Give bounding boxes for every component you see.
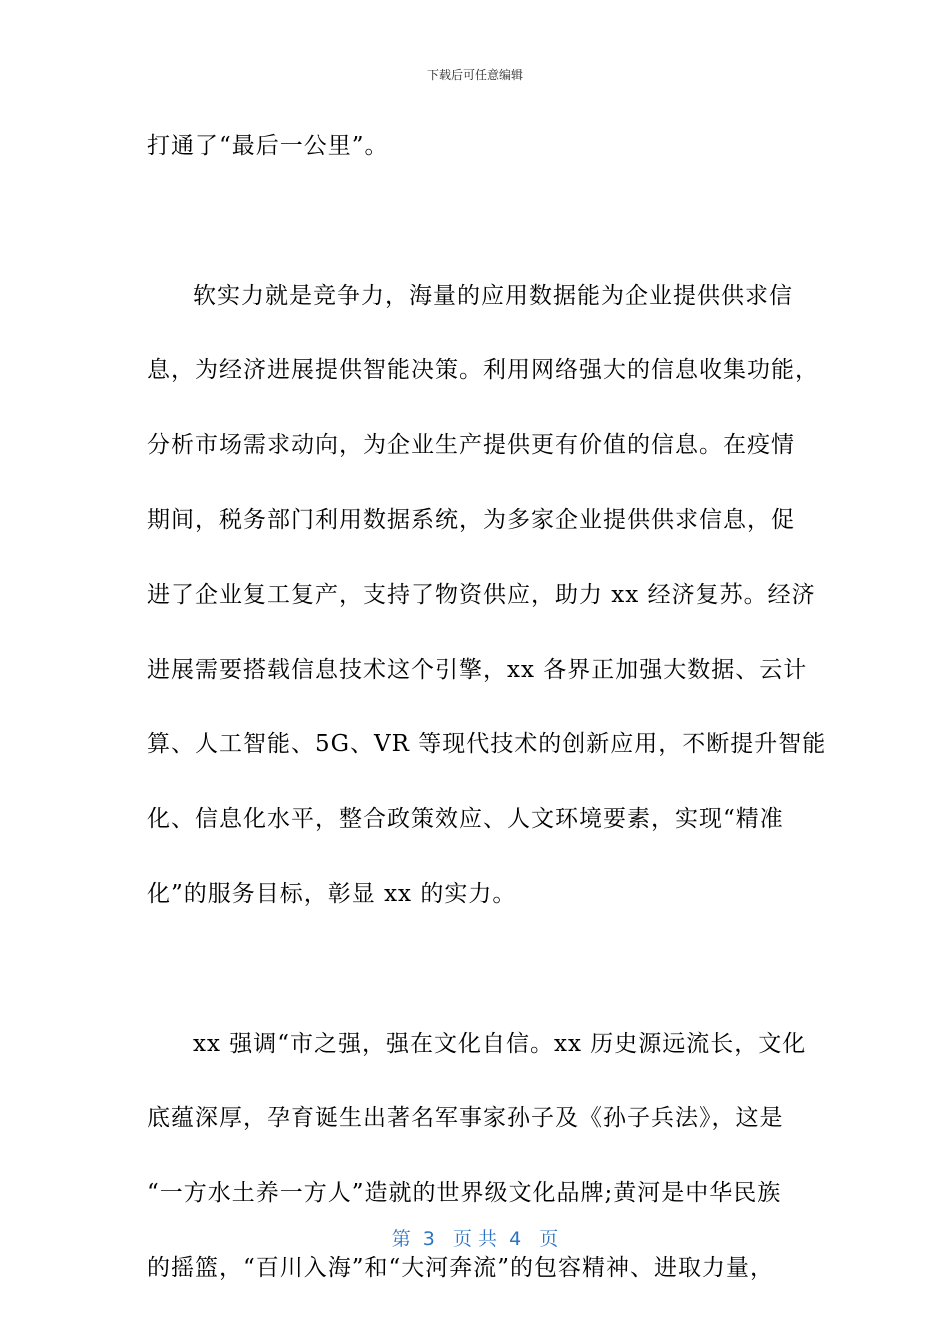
paragraph-gap	[147, 949, 807, 1024]
paragraph-2-line-7: 算、人工智能、5G、VR 等现代技术的创新应用，不断提升智能	[147, 731, 827, 758]
paragraph-2-line-6: 进展需要搭载信息技术这个引擎，xx 各界正加强大数据、云计	[147, 656, 808, 683]
header-note: 下载后可任意编辑	[426, 68, 523, 82]
paragraph-3-line-3: “一方水土养一方人”造就的世界级文化品牌;黄河是中华民族	[147, 1180, 782, 1207]
paragraph-gap	[147, 201, 807, 276]
document-body	[147, 126, 827, 1323]
paragraph-2-line-2: 息，为经济进展提供智能决策。利用网络强大的信息收集功能，	[147, 357, 819, 384]
paragraph-2-line-8: 化、信息化水平，整合政策效应、人文环境要素，实现“精准	[147, 806, 784, 833]
paragraph-2-line-9: 化”的服务目标，彰显 xx 的实力。	[147, 880, 517, 907]
page-number-footer: 第 3 页 共 4 页	[391, 1228, 559, 1250]
paragraph-2-line-3: 分析市场需求动向，为企业生产提供更有价值的信息。在疫情	[147, 432, 795, 459]
paragraph-1-line-1: 打通了“最后一公里”。	[147, 133, 389, 159]
paragraph-3-line-2: 底蕴深厚，孕育诞生出著名军事家孙子及《孙子兵法》，这是	[147, 1105, 784, 1132]
paragraph-2-line-1: 软实力就是竞争力，海量的应用数据能为企业提供供求信	[193, 282, 793, 309]
paragraph-2-line-5: 进了企业复工复产，支持了物资供应，助力 xx 经济复苏。经济	[147, 581, 816, 608]
paragraph-2-line-4: 期间，税务部门利用数据系统，为多家企业提供供求信息，促	[147, 506, 795, 533]
paragraph-3-line-1: xx 强调“市之强，强在文化自信。xx 历史源远流长，文化	[193, 1030, 807, 1057]
paragraph-3-line-4: 的摇篮，“百川入海”和“大河奔流”的包容精神、进取力量，	[147, 1254, 775, 1281]
